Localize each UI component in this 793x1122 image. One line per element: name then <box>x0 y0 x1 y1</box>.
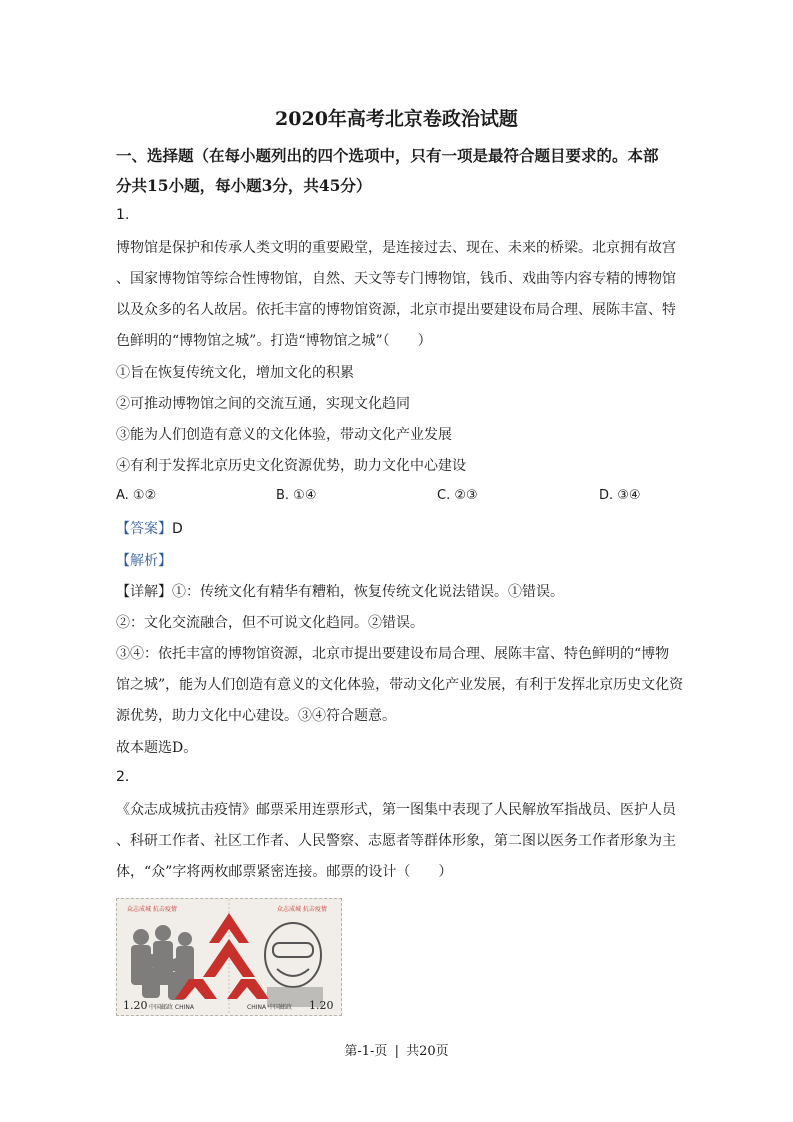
stamp-illustration <box>117 899 341 1015</box>
stamp-value-left: 1.20 <box>123 999 148 1012</box>
option-d: D. ③④ <box>599 488 641 503</box>
question-stem-line: 体，“众”字将两枚邮票紧密连接。邮票的设计（ ） <box>116 864 453 880</box>
choice-item: ②可推动博物馆之间的交流互通，实现文化趋同 <box>116 396 410 412</box>
detail-line: 源优势，助力文化中心建设。③④符合题意。 <box>116 708 396 724</box>
footer-total-pages: 共20页 <box>406 1044 449 1059</box>
stamp-caption-right: 众志成城 抗击疫情 <box>277 906 327 913</box>
section-heading-line1: 一、选择题（在每小题列出的四个选项中，只有一项是最符合题目要求的。本部 <box>116 146 659 165</box>
detail-line <box>116 581 564 601</box>
detail-label: 【详解】 <box>116 584 172 600</box>
option-a: A. ①② <box>116 488 157 503</box>
page-title: 2020年高考北京卷政治试题 <box>275 108 518 130</box>
question-stem-line: 、科研工作者、社区工作者、人民警察、志愿者等群体形象，第二图以医务工作者形象为主 <box>116 833 676 849</box>
option-b: B. ①④ <box>276 488 317 503</box>
detail-line: ③④：依托丰富的博物馆资源，北京市提出要建设布局合理、展陈丰富、特色鲜明的“博物 <box>116 646 670 662</box>
option-c: C. ②③ <box>437 488 478 503</box>
choice-item: ①旨在恢复传统文化，增加文化的积累 <box>116 365 354 381</box>
footer-page-mid: -页 <box>370 1044 388 1059</box>
stamp-value-right: 1.20 <box>309 999 334 1012</box>
question-stem-line: 博物馆是保护和传承人类文明的重要殿堂，是连接过去、现在、未来的桥梁。北京拥有故宫 <box>116 240 676 256</box>
question-stem-line: 以及众多的名人故居。依托丰富的博物馆资源，北京市提出要建设布局合理、展陈丰富、特 <box>116 302 676 318</box>
detail-text: ①：传统文化有精华有糟粕，恢复传统文化说法错误。①错误。 <box>172 584 564 600</box>
question-stem-line: 《众志成城抗击疫情》邮票采用连票形式，第一图集中表现了人民解放军指战员、医护人员 <box>116 802 676 818</box>
footer-page-number: 1 <box>361 1044 371 1059</box>
stamp-image <box>116 898 342 1016</box>
choice-item: ④有利于发挥北京历史文化资源优势，助力文化中心建设 <box>116 458 466 474</box>
page-footer: 第-1-页 | 共20页 <box>344 1044 449 1059</box>
detail-line: ②：文化交流融合，但不可说文化趋同。②错误。 <box>116 615 424 631</box>
answer-label: 【答案】 <box>116 521 172 537</box>
question-stem-line: 、国家博物馆等综合性博物馆，自然、天文等专门博物馆，钱币、戏曲等内容专精的博物馆 <box>116 271 676 287</box>
question-number: 2. <box>116 769 130 785</box>
question-stem-line: 色鲜明的“博物馆之城”。打造“博物馆之城”（ ） <box>116 333 432 349</box>
footer-page-prefix: 第- <box>344 1044 362 1059</box>
conclusion: 故本题选D。 <box>116 740 198 756</box>
question-number: 1. <box>116 207 130 223</box>
section-heading <box>116 141 686 201</box>
stamp-caption-left: 众志成城 抗击疫情 <box>127 906 177 913</box>
detail-line: 馆之城”，能为人们创造有意义的文化体验，带动文化产业发展，有利于发挥北京历史文化资 <box>116 677 684 693</box>
answer-row <box>116 518 183 538</box>
analysis-label: 【解析】 <box>116 553 172 569</box>
stamp-country-left: 中国邮政 CHINA <box>149 1004 194 1011</box>
answer-value: D <box>172 521 183 537</box>
choice-item: ③能为人们创造有意义的文化体验，带动文化产业发展 <box>116 427 452 443</box>
stamp-country-right: CHINA 中国邮政 <box>247 1004 292 1011</box>
section-heading-line2: 分共15小题，每小题3分，共45分） <box>116 176 372 195</box>
